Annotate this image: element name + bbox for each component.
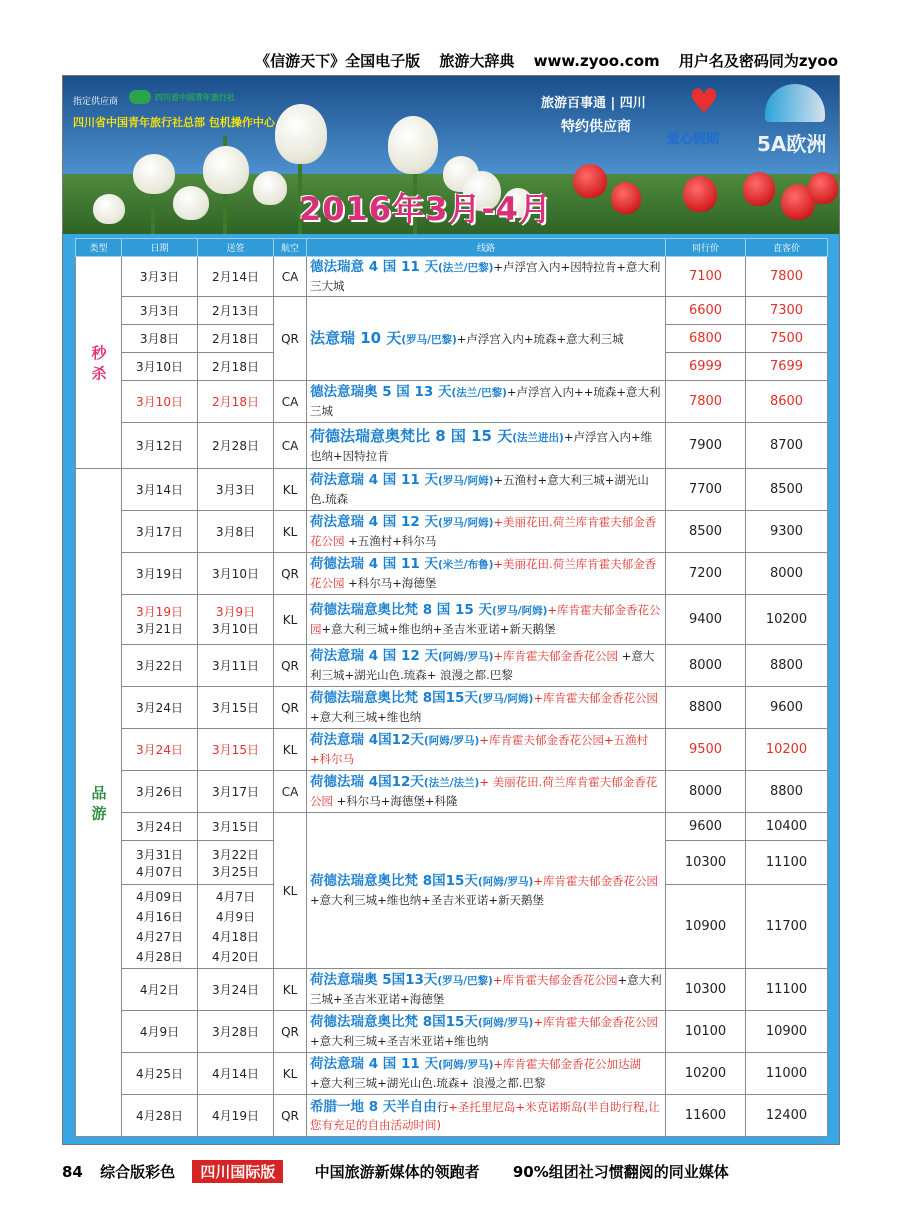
- cell-text: 4月07日: [136, 864, 183, 879]
- cell-text: 4月9日: [215, 909, 256, 924]
- cell-text: 4月09日: [136, 889, 183, 904]
- table-cell: 8000: [666, 645, 746, 687]
- table-cell: KL: [274, 1053, 307, 1095]
- cell-text: (罗马/阿姆): [491, 605, 548, 617]
- table-cell: 9300: [746, 511, 828, 553]
- page-frame: [62, 75, 840, 1145]
- table-cell: 2月28日: [198, 423, 274, 469]
- cell-text: +卢浮宫入内+维也纳+因特拉肯: [310, 429, 653, 463]
- tagline-2: 90%组团社习惯翻阅的同业媒体: [512, 1163, 729, 1181]
- cell-text: +意大利三城+维也纳: [310, 710, 422, 724]
- cell-text: 荷德法瑞意奥比梵 8 国 15 天: [310, 602, 492, 618]
- cell-text: + 美丽花田.荷兰库肯霍夫郁金香花公园: [310, 775, 658, 808]
- cell-text: (阿姆/罗马): [437, 1059, 494, 1071]
- col-header: 送签: [198, 239, 274, 257]
- table-cell: 11000: [746, 1053, 828, 1095]
- cell-text: +卢浮宫入内++琉森+意大利三城: [310, 385, 661, 418]
- table-row[interactable]: [76, 969, 828, 1011]
- table-cell: QR: [274, 687, 307, 729]
- table-cell: 3月14日: [122, 469, 198, 511]
- table-cell: 11600: [666, 1095, 746, 1137]
- cell-text: +意大利三城+湖光山色.琉森+ 浪漫之都.巴黎: [310, 1076, 546, 1090]
- table-cell: 7500: [746, 325, 828, 353]
- table-cell: 3月3日: [122, 297, 198, 325]
- route-cell: [307, 645, 666, 687]
- 5a-europe-logo-text: 5A欧洲: [757, 132, 827, 156]
- cell-text: 荷德法瑞 4国12天: [310, 774, 424, 790]
- table-cell: 3月15日: [198, 813, 274, 841]
- cell-text: 3月22日: [212, 847, 259, 862]
- table-cell: QR: [274, 553, 307, 595]
- col-header: 同行价: [666, 239, 746, 257]
- table-cell: 8700: [746, 423, 828, 469]
- cell-text: 德法意瑞奥 5 国 13 天: [310, 384, 452, 400]
- table-cell: 4月28日: [122, 1095, 198, 1137]
- route-cell: [307, 423, 666, 469]
- heart-logo-icon: ♥: [688, 82, 720, 122]
- cell-text: 行: [436, 1099, 449, 1114]
- table-row[interactable]: [76, 595, 828, 645]
- table-cell: 9600: [746, 687, 828, 729]
- table-cell: 2月14日: [198, 257, 274, 297]
- cell-text: +卢浮宫入内+琉森+意大利三城: [456, 331, 624, 346]
- cell-text: (法兰/法兰): [423, 777, 480, 789]
- cell-text: +科尔马+海德堡+科隆: [333, 794, 458, 808]
- table-cell: 3月10日: [122, 381, 198, 423]
- category-pinyou: [76, 469, 122, 1137]
- edition-badge: 四川国际版: [192, 1160, 283, 1183]
- table-row[interactable]: [76, 1053, 828, 1095]
- col-header: 类型: [76, 239, 122, 257]
- table-cell: KL: [274, 511, 307, 553]
- col-header: 航空: [274, 239, 307, 257]
- supplier-label: 指定供应商: [73, 97, 119, 107]
- cell-text: 4月28日: [136, 949, 183, 964]
- schedule-table-wrap: [63, 234, 839, 1144]
- table-cell: 6600: [666, 297, 746, 325]
- cell-text: +五渔村+科尔马: [344, 534, 437, 548]
- route-cell: [307, 687, 666, 729]
- cell-text: +科尔马+海德堡: [344, 576, 437, 590]
- table-cell: 3月11日: [198, 645, 274, 687]
- table-header: [76, 239, 828, 257]
- magazine-title: 《信游天下》全国电子版: [255, 52, 421, 70]
- table-cell: 7800: [746, 257, 828, 297]
- site-link[interactable]: www.zyoo.com: [533, 52, 660, 70]
- table-cell: [198, 885, 274, 969]
- page-footer: [62, 1160, 729, 1183]
- table-cell: 3月15日: [198, 729, 274, 771]
- route-cell: [307, 511, 666, 553]
- table-cell: 6800: [666, 325, 746, 353]
- cell-text: 希腊一地 8 天半自由: [310, 1098, 437, 1115]
- table-cell: CA: [274, 771, 307, 813]
- cell-text: (罗马/阿姆): [437, 517, 494, 529]
- cell-text: 荷德法瑞意奥梵比 8 国 15 天: [310, 426, 513, 445]
- table-cell: 3月10日: [122, 353, 198, 381]
- table-cell: 10200: [746, 595, 828, 645]
- banner: [63, 76, 839, 234]
- table-cell: KL: [274, 595, 307, 645]
- cell-text: (罗马/阿姆): [437, 475, 494, 487]
- table-cell: 7800: [666, 381, 746, 423]
- cell-text: +意大利三城+维也纳+圣吉米亚诺+新天鹅堡: [310, 893, 545, 907]
- cell-text: +库肯霍夫郁金香花公园+五渔村+科尔马: [310, 733, 649, 766]
- edition-label: 综合版彩色: [100, 1163, 176, 1181]
- table-row[interactable]: [76, 469, 828, 511]
- table-cell: 7100: [666, 257, 746, 297]
- cell-text: 4月18日: [212, 929, 259, 944]
- cell-text: 3月21日: [136, 621, 183, 636]
- cell-text: 4月16日: [136, 909, 183, 924]
- cell-text: (罗马/巴黎): [437, 975, 493, 987]
- table-cell: 3月24日: [122, 687, 198, 729]
- cell-text: 3月9日: [215, 604, 256, 619]
- cell-text: +美丽花田.荷兰库肯霍夫郁金香花公园: [310, 515, 657, 548]
- table-cell: 8000: [666, 771, 746, 813]
- cyts-logo-text: 四川省中国青年旅行社: [155, 93, 235, 102]
- cell-text: 3月25日: [212, 864, 259, 879]
- table-cell: 4月9日: [122, 1011, 198, 1053]
- table-cell: 8500: [666, 511, 746, 553]
- table-cell: 2月18日: [198, 353, 274, 381]
- table-cell: 3月24日: [122, 729, 198, 771]
- cell-text: 荷德法瑞意奥比梵 8国15天: [310, 1014, 478, 1030]
- category-label: 品 游: [89, 784, 108, 821]
- table-cell: 3月3日: [122, 257, 198, 297]
- route-cell: [307, 771, 666, 813]
- table-cell: 10300: [666, 841, 746, 885]
- cell-text: (阿姆/罗马): [477, 1017, 534, 1029]
- table-cell: KL: [274, 729, 307, 771]
- table-cell: 4月25日: [122, 1053, 198, 1095]
- cell-text: 4月7日: [215, 889, 256, 904]
- cell-text: 荷法意瑞 4国12天: [310, 732, 424, 748]
- table-cell: 8000: [746, 553, 828, 595]
- login-note: 用户名及密码同为zyoo: [678, 52, 838, 70]
- cell-text: 荷法意瑞奥 5国13天: [310, 972, 438, 988]
- table-cell: 12400: [746, 1095, 828, 1137]
- table-row[interactable]: [76, 257, 828, 297]
- cell-text: (法兰/巴黎): [451, 387, 507, 399]
- route-cell: [307, 1011, 666, 1053]
- date-headline: 2016年3月-4月: [299, 190, 552, 228]
- cyts-logo-icon: [129, 90, 151, 104]
- table-cell: 8800: [746, 645, 828, 687]
- table-cell: KL: [274, 969, 307, 1011]
- cell-text: 3月19日: [136, 604, 183, 619]
- table-cell: 10200: [666, 1053, 746, 1095]
- table-cell: 8800: [666, 687, 746, 729]
- cell-text: +库肯霍夫郁金香花公加达湖: [493, 1057, 642, 1071]
- table-cell: 3月15日: [198, 687, 274, 729]
- table-row[interactable]: [76, 729, 828, 771]
- table-cell: 10300: [666, 969, 746, 1011]
- cell-text: (罗马/巴黎): [401, 333, 457, 346]
- cell-text: +意大利三城+圣吉米亚诺+海德堡: [310, 973, 662, 1006]
- cell-text: 荷德法瑞意奥比梵 8国15天: [310, 873, 478, 889]
- cell-text: 4月20日: [212, 949, 259, 964]
- table-cell: KL: [274, 469, 307, 511]
- cell-text: +库肯霍夫郁金香花公园: [533, 1015, 658, 1029]
- table-cell: 8600: [746, 381, 828, 423]
- table-cell: 3月17日: [122, 511, 198, 553]
- route-cell: [307, 1053, 666, 1095]
- cell-text: +意大利三城+圣吉米亚诺+维也纳: [310, 1034, 489, 1048]
- cell-text: 荷法意瑞 4 国 11 天: [310, 1056, 438, 1072]
- table-row[interactable]: [76, 297, 828, 325]
- col-header: 线路: [307, 239, 666, 257]
- table-cell: 8800: [746, 771, 828, 813]
- table-cell: 7699: [746, 353, 828, 381]
- table-row[interactable]: [76, 645, 828, 687]
- table-cell: 10900: [666, 885, 746, 969]
- table-cell: 11700: [746, 885, 828, 969]
- cell-text: +卢浮宫入内+因特拉肯+意大利三大城: [310, 260, 661, 293]
- table-cell: 4月14日: [198, 1053, 274, 1095]
- cell-text: +库肯霍夫郁金香花公园: [493, 649, 619, 663]
- love-holiday-logo: 爱心假期: [667, 132, 720, 147]
- cell-text: 法意瑞 10 天: [310, 328, 402, 347]
- table-cell: 11100: [746, 969, 828, 1011]
- cell-text: (法兰/巴黎): [437, 262, 494, 274]
- table-cell: 9400: [666, 595, 746, 645]
- table-cell: 3月10日: [198, 553, 274, 595]
- table-cell: 10100: [666, 1011, 746, 1053]
- tagline-1: 中国旅游新媒体的领跑者: [314, 1163, 480, 1181]
- table-cell: 3月19日: [122, 553, 198, 595]
- table-cell: QR: [274, 1011, 307, 1053]
- cell-text: +库肯霍夫郁金香花公园: [533, 691, 658, 705]
- table-cell: [122, 595, 198, 645]
- table-cell: 7200: [666, 553, 746, 595]
- table-row[interactable]: [76, 511, 828, 553]
- cell-text: (阿姆/罗马): [477, 876, 534, 888]
- route-cell: [307, 257, 666, 297]
- table-cell: 11100: [746, 841, 828, 885]
- table-cell: 3月8日: [122, 325, 198, 353]
- top-header: [241, 50, 838, 71]
- table-cell: CA: [274, 257, 307, 297]
- dictionary-label: 旅游大辞典: [439, 52, 515, 70]
- cell-text: 荷法意瑞 4 国 12 天: [310, 514, 438, 530]
- table-cell: 3月17日: [198, 771, 274, 813]
- tulip-image: [133, 154, 175, 194]
- cell-text: 荷德法瑞意奥比梵 8国15天: [310, 690, 478, 706]
- table-cell: 7300: [746, 297, 828, 325]
- cell-text: 3月10日: [212, 621, 259, 636]
- cell-text: (罗马/阿姆): [477, 693, 534, 705]
- table-cell: 3月3日: [198, 469, 274, 511]
- category-label: 秒 杀: [89, 344, 108, 381]
- cell-text: 荷德法瑞 4 国 11 天: [310, 556, 438, 572]
- table-cell: 2月18日: [198, 325, 274, 353]
- table-cell: [198, 841, 274, 885]
- route-cell: [307, 469, 666, 511]
- table-row[interactable]: [76, 423, 828, 469]
- route-cell: [307, 969, 666, 1011]
- table-cell: 3月28日: [198, 1011, 274, 1053]
- table-cell: [122, 841, 198, 885]
- table-cell: 3月26日: [122, 771, 198, 813]
- table-cell: 8500: [746, 469, 828, 511]
- cell-text: +意大利三城+维也纳+圣吉米亚诺+新天鹅堡: [321, 622, 556, 636]
- table-cell: 3月12日: [122, 423, 198, 469]
- table-cell: [198, 595, 274, 645]
- table-cell: 10400: [746, 813, 828, 841]
- cell-text: +圣托里尼岛+米克诺斯岛(半自助行程,让您有充足的自由活动时间): [310, 1099, 660, 1132]
- cell-text: (米兰/布鲁): [437, 559, 494, 571]
- table-cell: CA: [274, 381, 307, 423]
- table-cell: 9600: [666, 813, 746, 841]
- table-row[interactable]: [76, 381, 828, 423]
- col-header: 日期: [122, 239, 198, 257]
- table-row[interactable]: [76, 687, 828, 729]
- table-cell: CA: [274, 423, 307, 469]
- cell-text: +五渔村+意大利三城+湖光山色.琉森: [310, 473, 649, 506]
- route-cell: [307, 813, 666, 969]
- tour-schedule-table: [75, 238, 828, 1137]
- route-cell: [307, 595, 666, 645]
- cell-text: 荷法意瑞 4 国 12 天: [310, 648, 438, 664]
- route-cell: [307, 1095, 666, 1137]
- table-cell: 6999: [666, 353, 746, 381]
- table-cell: 3月24日: [122, 813, 198, 841]
- table-cell: [122, 885, 198, 969]
- route-cell: [307, 297, 666, 381]
- cell-text: +库肯霍夫郁金香花公园: [533, 874, 658, 888]
- organizer: 四川省中国青年旅行社总部 包机操作中心: [73, 116, 275, 129]
- table-cell: 9500: [666, 729, 746, 771]
- table-row[interactable]: [76, 553, 828, 595]
- table-cell: 2月13日: [198, 297, 274, 325]
- cell-text: +意大利三城+湖光山色.琉森+ 浪漫之都.巴黎: [310, 649, 655, 682]
- table-cell: 3月8日: [198, 511, 274, 553]
- table-cell: 3月24日: [198, 969, 274, 1011]
- page-number: 84: [62, 1163, 83, 1181]
- route-cell: [307, 553, 666, 595]
- cell-text: 3月31日: [136, 847, 183, 862]
- table-cell: 2月18日: [198, 381, 274, 423]
- cell-text: 4月27日: [136, 929, 183, 944]
- cell-text: 荷法意瑞 4 国 11 天: [310, 472, 438, 488]
- category-seckill: [76, 257, 122, 469]
- cell-text: +美丽花田.荷兰库肯霍夫郁金香花公园: [310, 557, 657, 590]
- cell-text: +库肯霍夫郁金香花公园: [310, 603, 661, 636]
- sponsor-label: 特约供应商: [561, 119, 631, 135]
- table-cell: QR: [274, 645, 307, 687]
- cell-text: (阿姆/罗马): [437, 651, 494, 663]
- table-cell: 10200: [746, 729, 828, 771]
- table-cell: 4月2日: [122, 969, 198, 1011]
- table-cell: 3月22日: [122, 645, 198, 687]
- route-cell: [307, 729, 666, 771]
- table-cell: KL: [274, 813, 307, 969]
- table-cell: QR: [274, 1095, 307, 1137]
- table-cell: QR: [274, 297, 307, 381]
- table-row[interactable]: [76, 771, 828, 813]
- table-row[interactable]: [76, 1011, 828, 1053]
- route-cell: [307, 381, 666, 423]
- table-row[interactable]: [76, 813, 828, 841]
- table-cell: 7900: [666, 423, 746, 469]
- brand-name: 旅游百事通 | 四川: [541, 96, 646, 111]
- col-header: 直客价: [746, 239, 828, 257]
- table-row[interactable]: [76, 1095, 828, 1137]
- cell-text: +库肯霍夫郁金香花公园: [492, 973, 618, 987]
- table-cell: 7700: [666, 469, 746, 511]
- table-cell: 4月19日: [198, 1095, 274, 1137]
- table-cell: 10900: [746, 1011, 828, 1053]
- cell-text: (法兰进出): [512, 431, 564, 444]
- cell-text: 德法瑞意 4 国 11 天: [310, 259, 438, 275]
- cell-text: (阿姆/罗马): [423, 735, 480, 747]
